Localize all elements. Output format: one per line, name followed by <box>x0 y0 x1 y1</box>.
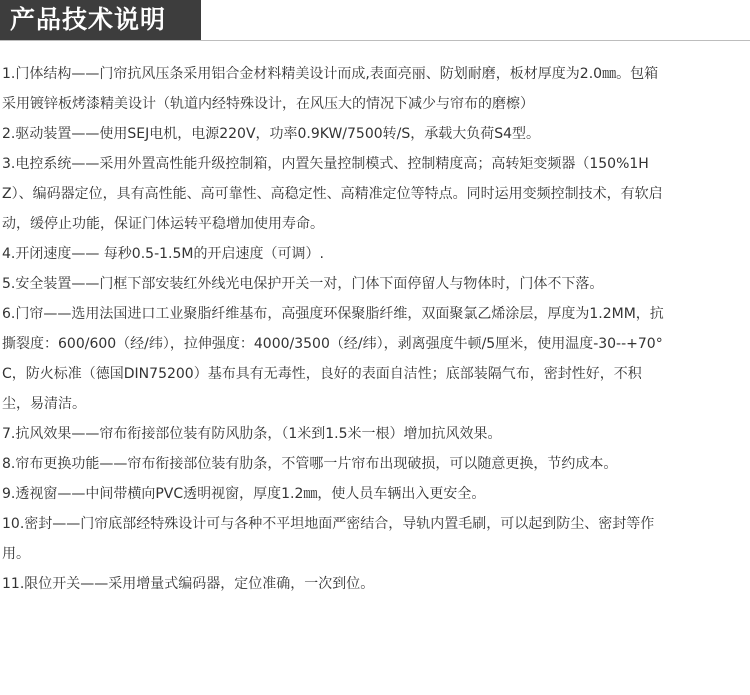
spec-item-seal: 10.密封——门帘底部经特殊设计可与各种不平坦地面严密结合，导轨内置毛刷，可以起到防尘、密封等作用。 <box>2 516 655 562</box>
spec-item-drive: 2.驱动装置——使用SEJ电机，电源220V，功率0.9KW/7500转/S，承载大负荷S4型。 <box>2 126 541 142</box>
title-divider <box>0 40 750 41</box>
spec-item-window: 9.透视窗——中间带横向PVC透明视窗，厚度1.2㎜，使人员车辆出入更安全。 <box>2 486 486 502</box>
spec-item-speed: 4.开闭速度—— 每秒0.5-1.5M的开启速度（可调）. <box>2 246 324 262</box>
spec-list <box>2 59 664 599</box>
spec-item-safety: 5.安全装置——门框下部安装红外线光电保护开关一对，门体下面停留人与物体时，门体不下落。 <box>2 276 604 292</box>
spec-item-curtain: 6.门帘——选用法国进口工业聚脂纤维基布，高强度环保聚脂纤维，双面聚氯乙烯涂层，厚度为1.2MM，抗撕裂度：600/600（经/纬），拉伸强度：4000/3500（经/纬），剥离强度牛顿/5厘米，使用温度-30--+70°C，防火标准（德国DIN75200）基布具有无毒性，良好的表面自洁性；底部装隔气布，密封性好，不积尘，易清洁。 <box>2 306 664 412</box>
spec-item-replacement: 8.帘布更换功能——帘布衔接部位装有肋条，不管哪一片帘布出现破损，可以随意更换，节约成本。 <box>2 456 618 472</box>
page-title: 产品技术说明 <box>0 0 201 40</box>
spec-item-wind-resistance: 7.抗风效果——帘布衔接部位装有防风肋条，（1米到1.5米一根）增加抗风效果。 <box>2 426 502 442</box>
spec-item-structure: 1.门体结构——门帘抗风压条采用铝合金材料精美设计而成,表面亮丽、防划耐磨，板材厚度为2.0㎜。包箱采用镀锌板烤漆精美设计（轨道内经特殊设计，在风压大的情况下减少与帘布的磨檫） <box>2 66 659 112</box>
spec-item-control-system: 3.电控系统——采用外置高性能升级控制箱，内置矢量控制模式、控制精度高；高转矩变频器（150%1HZ）、编码器定位，具有高性能、高可靠性、高稳定性、高精准定位等特点。同时运用变频控制技术，有软启动，缓停止功能，保证门体运转平稳增加使用寿命。 <box>2 156 663 232</box>
spec-item-limit-switch: 11.限位开关——采用增量式编码器，定位准确，一次到位。 <box>2 576 375 592</box>
